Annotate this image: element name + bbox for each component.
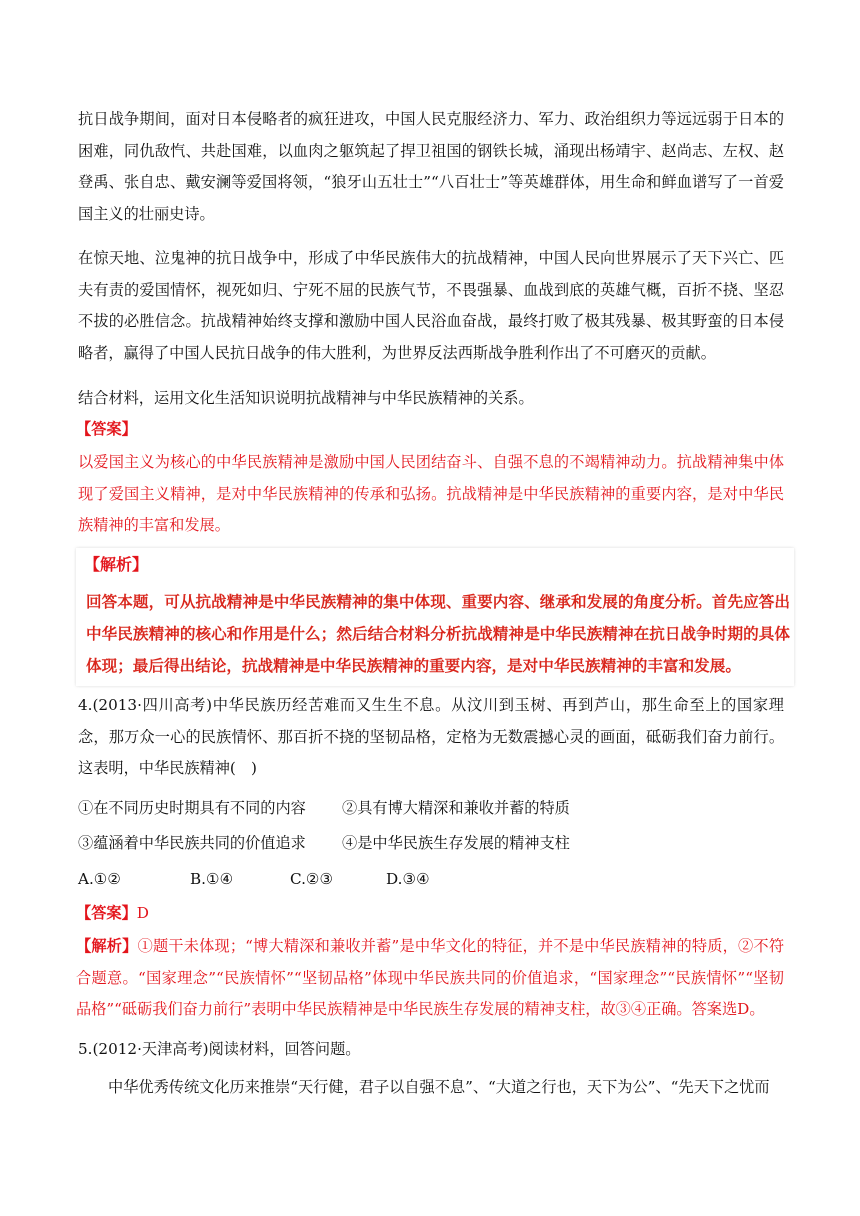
material-paragraph-1: 抗日战争期间，面对日本侵略者的疯狂进攻，中国人民克服经济力、军力、政治组织力等远远弱于日本的困难，同仇敌忾、共赴国难，以血肉之躯筑起了捍卫祖国的钢铁长城，涌现出杨靖宇、赵尚志、左权、赵登禹、张自忠、戴安澜等爱国将领，“狼牙山五壮士”“八百壮士”等英雄群体，用生命和鲜血谱写了一首爱国主义的壮丽史诗。 <box>78 110 784 223</box>
q4-option-3: ③蕴涵着中华民族共同的价值追求 <box>78 834 306 852</box>
q4-choice-d: D.③④ <box>386 870 430 888</box>
q4-analysis-text: ①题干未体现；“博大精深和兼收并蓄”是中华文化的特征，并不是中华民族精神的特质，②不符合题意。“国家理念”“民族情怀”“坚韧品格”体现中华民族共同的价值追求，“国家理念”“民族情怀”“坚韧品格”“砥砺我们奋力前行”表明中华民族精神是中华民族生存发展的精神支柱，故③④正确。答案选D。 <box>76 937 785 1018</box>
q4-option-4: ④是中华民族生存发展的精神支柱 <box>342 834 570 852</box>
q4-choice-a: A.①② <box>78 870 122 888</box>
q4-answer-label: 【答案】 <box>76 904 137 922</box>
q5-material: 中华优秀传统文化历来推崇“天行健，君子以自强不息”、“大道之行也，天下为公”、“先天下之忧而 <box>108 1078 770 1096</box>
q4-analysis <box>76 931 784 1026</box>
q4-answer-line <box>76 898 149 928</box>
material-paragraph-2: 在惊天地、泣鬼神的抗日战争中，形成了中华民族伟大的抗战精神，中国人民向世界展示了天下兴亡、匹夫有责的爱国情怀，视死如归、宁死不屈的民族气节，不畏强暴、血战到底的英雄气概，百折不挠、坚忍不拔的必胜信念。抗战精神始终支撑和激励中国人民浴血奋战，最终打败了极其残暴、极其野蛮的日本侵略者，赢得了中国人民抗日战争的伟大胜利，为世界反法西斯战争胜利作出了不可磨灭的贡献。 <box>78 249 784 362</box>
q4-analysis-label: 【解析】 <box>76 937 138 955</box>
q4-choice-c: C.②③ <box>290 870 334 888</box>
analysis-label: 【解析】 <box>84 555 149 574</box>
analysis-3: 回答本题，可从抗战精神是中华民族精神的集中体现、重要内容、继承和发展的角度分析。首先应答出中华民族精神的核心和作用是什么；然后结合材料分析抗战精神是中华民族精神在抗日战争时期的具体体现；最后得出结论，抗战精神是中华民族精神的重要内容，是对中华民族精神的丰富和发展。 <box>86 593 790 675</box>
question-5-stem: 5.(2012·天津高考)阅读材料，回答问题。 <box>78 1040 361 1058</box>
q4-option-2: ②具有博大精深和兼收并蓄的特质 <box>342 799 570 817</box>
answer-label: 【答案】 <box>76 420 137 438</box>
answer-3: 以爱国主义为核心的中华民族精神是激励中国人民团结奋斗、自强不息的不竭精神动力。抗战精神集中体现了爱国主义精神，是对中华民族精神的传承和弘扬。抗战精神是中华民族精神的重要内容，是对中华民族精神的丰富和发展。 <box>78 453 784 534</box>
question-4-stem: 4.(2013·四川高考)中华民族历经苦难而又生生不息。从汶川到玉树、再到芦山，那生命至上的国家理念，那万众一心的民族情怀、那百折不挠的坚韧品格，定格为无数震撼心灵的画面，砥砺我们奋力前行。这表明，中华民族精神( ) <box>78 696 784 777</box>
q4-answer-value: D <box>136 904 149 922</box>
q4-option-1: ①在不同历史时期具有不同的内容 <box>78 799 306 817</box>
question-3: 结合材料，运用文化生活知识说明抗战精神与中华民族精神的关系。 <box>78 389 534 407</box>
q4-choice-b: B.①④ <box>190 870 234 888</box>
